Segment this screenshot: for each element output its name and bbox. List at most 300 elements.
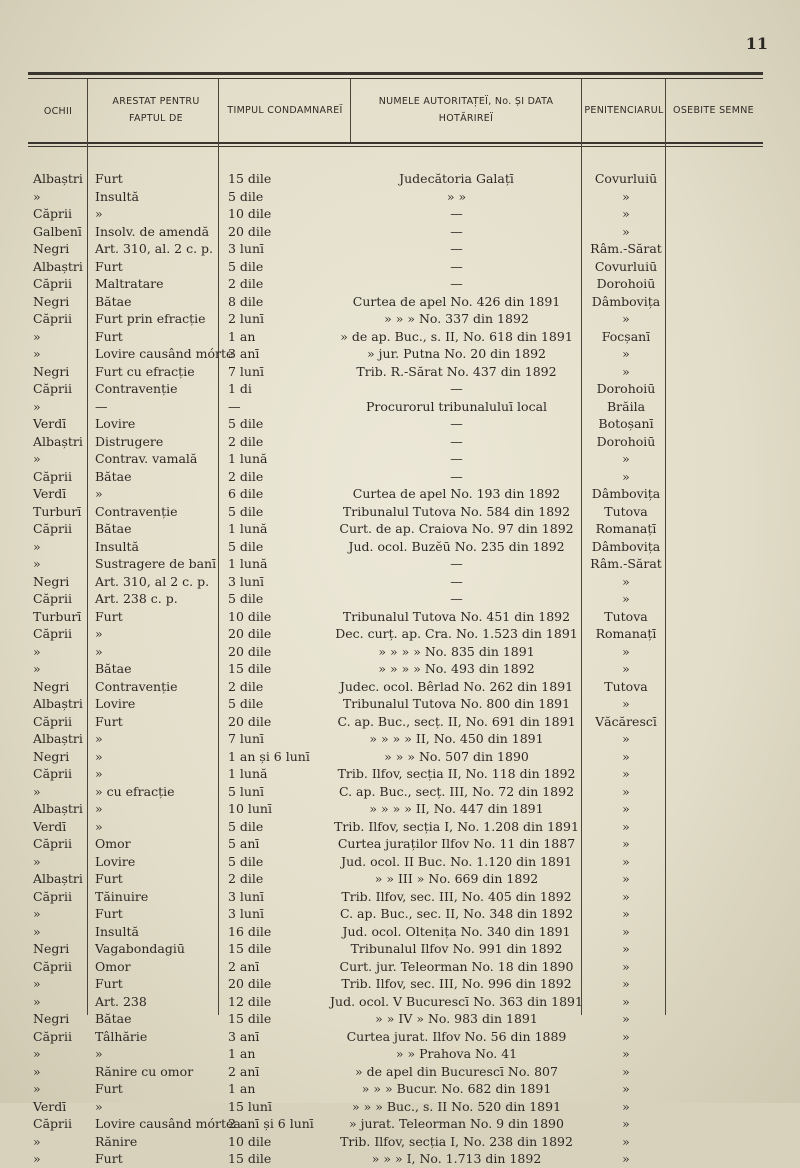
header-ochii: OCHII <box>43 106 73 117</box>
cell-timpul: 10 lunī <box>228 801 272 816</box>
cell-penitenciar: » <box>622 1116 630 1131</box>
cell-autoritate: Tribunalul Tutova No. 800 din 1891 <box>342 696 571 711</box>
cell-penitenciar: » <box>622 801 630 816</box>
table-row <box>0 468 800 486</box>
cell-faptul: » <box>95 1098 103 1114</box>
cell-penitenciar: » <box>622 206 630 221</box>
cell-ochii: Negri <box>33 573 70 589</box>
cell-timpul: 5 dile <box>228 591 264 606</box>
cell-faptul: » <box>95 801 103 816</box>
cell-autoritate: — <box>450 433 463 449</box>
cell-autoritate: C. ap. Buc., secț. II, No. 691 din 1891 <box>337 713 576 729</box>
cell-autoritate: Jud. ocol. V Bucurescī No. 363 din 1891 <box>330 993 583 1009</box>
cell-autoritate: Jud. ocol. Buzĕū No. 235 din 1892 <box>348 538 565 554</box>
header-bottom-rule <box>28 142 763 144</box>
cell-penitenciar: » <box>622 573 630 589</box>
cell-ochii: Albaștri <box>33 258 83 274</box>
cell-ochii: Căprii <box>33 713 72 729</box>
column-divider <box>350 79 351 142</box>
cell-faptul: Art. 238 <box>95 993 147 1009</box>
cell-faptul: Art. 310, al 2 c. p. <box>95 573 210 589</box>
cell-faptul: Rănire cu omor <box>95 1063 194 1079</box>
table-row <box>0 415 800 433</box>
cell-autoritate: — <box>450 206 463 221</box>
table-row <box>0 433 800 451</box>
cell-faptul: Lovire <box>95 416 136 431</box>
cell-faptul: Furt <box>95 171 123 186</box>
table-row <box>0 800 800 818</box>
cell-penitenciar: Romanațī <box>595 626 657 641</box>
cell-faptul: Bătae <box>95 1011 132 1026</box>
cell-timpul: 10 dile <box>228 206 272 221</box>
cell-faptul: Vagabondagiū <box>95 941 185 956</box>
cell-penitenciar: » <box>622 1011 630 1026</box>
cell-ochii: Verdī <box>33 416 67 431</box>
cell-autoritate: » » <box>446 188 467 204</box>
cell-timpul: 3 lunī <box>228 888 265 904</box>
cell-timpul: 20 dile <box>228 713 272 729</box>
cell-penitenciar: » <box>622 1151 630 1166</box>
cell-ochii: » <box>33 346 41 361</box>
cell-timpul: 15 dile <box>228 661 272 676</box>
cell-autoritate: » jurat. Teleorman No. 9 din 1890 <box>349 1116 564 1131</box>
cell-autoritate: » » » No. 507 din 1890 <box>384 748 529 764</box>
cell-penitenciar: » <box>622 993 630 1009</box>
cell-faptul: » <box>95 818 103 834</box>
cell-ochii: Negri <box>33 941 70 956</box>
table-row <box>0 660 800 678</box>
cell-ochii: Căprii <box>33 836 72 851</box>
header-numele: NUMELE AUTORITAȚEÏ, No. ȘI DATA HOTĂRIREÏ <box>378 96 554 124</box>
cell-ochii: Căprii <box>33 626 72 641</box>
cell-autoritate: Tribunalul Ilfov No. 991 din 1892 <box>350 941 563 956</box>
cell-autoritate: » » IV » No. 983 din 1891 <box>375 1011 538 1026</box>
cell-ochii: » <box>33 661 41 676</box>
table-row <box>0 328 800 346</box>
cell-timpul: — <box>228 398 241 414</box>
cell-faptul: Lovire causând mórtea <box>95 1116 241 1131</box>
cell-penitenciar: » <box>622 1133 630 1149</box>
cell-ochii: Negri <box>33 293 70 309</box>
cell-timpul: 1 lună <box>228 766 268 781</box>
cell-autoritate: » » » » No. 835 din 1891 <box>378 643 535 659</box>
cell-timpul: 2 anī <box>228 1063 260 1079</box>
cell-timpul: 1 lună <box>228 521 268 536</box>
cell-ochii: Negri <box>33 1011 70 1026</box>
cell-penitenciar: » <box>622 923 630 939</box>
cell-autoritate: Curt. de ap. Craiova No. 97 din 1892 <box>339 521 574 536</box>
table-row <box>0 765 800 783</box>
cell-ochii: » <box>33 643 41 659</box>
cell-penitenciar: » <box>622 1028 630 1044</box>
cell-autoritate: Tribunalul Tutova No. 584 din 1892 <box>342 503 571 519</box>
cell-ochii: » <box>33 1046 41 1061</box>
header-penitenciarul: PENITENCIARUL <box>584 105 664 116</box>
cell-ochii: Căprii <box>33 276 72 291</box>
table-row <box>0 275 800 293</box>
cell-penitenciar: » <box>622 941 630 956</box>
table-row <box>0 573 800 591</box>
cell-penitenciar: » <box>622 731 630 746</box>
cell-faptul: Furt <box>95 1151 123 1166</box>
cell-ochii: Verdī <box>33 486 67 501</box>
cell-timpul: 8 dile <box>228 293 264 309</box>
cell-autoritate: Dec. curț. ap. Cra. No. 1.523 din 1891 <box>335 626 578 641</box>
table-row <box>0 975 800 993</box>
cell-timpul: 1 an <box>228 1046 256 1061</box>
table-row <box>0 870 800 888</box>
cell-ochii: Căprii <box>33 591 72 606</box>
table-row <box>0 555 800 573</box>
cell-timpul: 10 dile <box>228 1133 272 1149</box>
cell-timpul: 2 anī <box>228 958 260 974</box>
table-row <box>0 958 800 976</box>
cell-penitenciar: Râm.-Sărat <box>590 556 662 571</box>
cell-timpul: 5 dile <box>228 258 264 274</box>
cell-penitenciar: Dorohoiū <box>596 433 656 449</box>
cell-faptul: Contravenție <box>95 381 178 396</box>
cell-faptul: Furt prin efracție <box>95 311 206 326</box>
cell-timpul: 20 dile <box>228 626 272 641</box>
cell-penitenciar: » <box>622 1046 630 1061</box>
table-row <box>0 503 800 521</box>
cell-penitenciar: » <box>622 853 630 869</box>
cell-autoritate: Jud. ocol. Oltenița No. 340 din 1891 <box>342 923 571 939</box>
cell-timpul: 5 dile <box>228 503 264 519</box>
cell-ochii: » <box>33 451 41 466</box>
table-row <box>0 590 800 608</box>
cell-penitenciar: » <box>622 748 630 764</box>
cell-faptul: » <box>95 748 103 764</box>
cell-timpul: 5 dile <box>228 538 264 554</box>
cell-faptul: Bătae <box>95 468 132 484</box>
cell-penitenciar: » <box>622 1098 630 1114</box>
cell-faptul: Furt <box>95 608 123 624</box>
cell-timpul: 5 dile <box>228 853 264 869</box>
cell-penitenciar: Brăila <box>606 398 646 414</box>
cell-timpul: 20 dile <box>228 643 272 659</box>
cell-timpul: 15 lunī <box>228 1098 272 1114</box>
cell-ochii: Căprii <box>33 888 72 904</box>
cell-ochii: Albaștri <box>33 801 83 816</box>
cell-ochii: Albaștri <box>33 731 83 746</box>
cell-autoritate: — <box>450 416 463 431</box>
table-row <box>0 450 800 468</box>
table-row <box>0 993 800 1011</box>
table-row <box>0 748 800 766</box>
cell-penitenciar: » <box>622 783 630 799</box>
table-row <box>0 363 800 381</box>
cell-timpul: 7 lunī <box>228 363 265 379</box>
cell-autoritate: » » Prahova No. 41 <box>395 1046 518 1061</box>
cell-penitenciar: » <box>622 818 630 834</box>
cell-ochii: Albaștri <box>33 696 83 711</box>
cell-ochii: Turburī <box>33 608 82 624</box>
cell-timpul: 2 dile <box>228 276 264 291</box>
top-rule <box>28 72 763 75</box>
cell-penitenciar: Dorohoiū <box>596 276 656 291</box>
table-row <box>0 380 800 398</box>
table-row <box>0 905 800 923</box>
table-row <box>0 1010 800 1028</box>
cell-faptul: Furt cu efracție <box>95 363 195 379</box>
cell-penitenciar: Tutova <box>604 608 648 624</box>
header-timpul: TIMPUL CONDAMNAREÏ <box>227 105 343 116</box>
cell-timpul: 5 dile <box>228 416 264 431</box>
cell-ochii: » <box>33 556 41 571</box>
cell-timpul: 1 lună <box>228 556 268 571</box>
table-row <box>0 345 800 363</box>
cell-autoritate: Judecătoria Galațī <box>399 171 514 186</box>
cell-ochii: Negri <box>33 363 70 379</box>
cell-penitenciar: Covurluiū <box>594 171 658 186</box>
table-row <box>0 783 800 801</box>
cell-timpul: 12 dile <box>228 993 272 1009</box>
cell-ochii: Căprii <box>33 958 72 974</box>
cell-timpul: 20 dile <box>228 976 272 991</box>
table-row <box>0 538 800 556</box>
cell-penitenciar: » <box>622 363 630 379</box>
cell-faptul: » cu efracție <box>95 783 175 799</box>
cell-ochii: Albaștri <box>33 871 83 886</box>
cell-penitenciar: » <box>622 836 630 851</box>
cell-autoritate: » » » » II, No. 450 din 1891 <box>369 731 544 746</box>
cell-autoritate: » » III » No. 669 din 1892 <box>374 871 539 886</box>
ledger-rows <box>0 170 800 1168</box>
cell-timpul: 1 an <box>228 1081 256 1096</box>
cell-ochii: Căprii <box>33 521 72 536</box>
cell-faptul: » <box>95 1046 103 1061</box>
cell-timpul: 2 dile <box>228 871 264 886</box>
table-row <box>0 1098 800 1116</box>
cell-timpul: 15 dile <box>228 941 272 956</box>
table-row <box>0 223 800 241</box>
cell-ochii: Negri <box>33 748 70 764</box>
cell-faptul: » <box>95 643 103 659</box>
table-row <box>0 608 800 626</box>
cell-penitenciar: » <box>622 643 630 659</box>
cell-ochii: Albaștri <box>33 171 83 186</box>
cell-ochii: » <box>33 783 41 799</box>
cell-autoritate: » » » » II, No. 447 din 1891 <box>369 801 544 816</box>
cell-faptul: Insolv. de amendă <box>95 223 210 239</box>
cell-timpul: 15 dile <box>228 171 272 186</box>
cell-ochii: » <box>33 538 41 554</box>
table-row <box>0 818 800 836</box>
table-row <box>0 940 800 958</box>
cell-ochii: Căprii <box>33 1028 72 1044</box>
cell-ochii: Căprii <box>33 381 72 396</box>
cell-autoritate: Curtea de apel No. 193 din 1892 <box>352 486 561 501</box>
cell-faptul: Furt <box>95 871 123 886</box>
cell-faptul: Omor <box>95 836 131 851</box>
cell-ochii: » <box>33 398 41 414</box>
cell-ochii: » <box>33 923 41 939</box>
table-row <box>0 695 800 713</box>
table-row <box>0 1028 800 1046</box>
cell-autoritate: Procurorul tribunaluluī local <box>365 398 548 414</box>
cell-ochii: Căprii <box>33 311 72 326</box>
cell-ochii: » <box>33 328 41 344</box>
cell-penitenciar: Râm.-Sărat <box>590 241 662 256</box>
cell-faptul: Contravenție <box>95 503 178 519</box>
table-row <box>0 205 800 223</box>
cell-timpul: 2 anī și 6 lunī <box>228 1116 314 1131</box>
cell-faptul: Furt <box>95 1081 123 1096</box>
cell-faptul: » <box>95 626 103 641</box>
cell-ochii: Căprii <box>33 766 72 781</box>
table-row <box>0 170 800 188</box>
table-row <box>0 1045 800 1063</box>
table-row <box>0 310 800 328</box>
cell-faptul: Bătae <box>95 521 132 536</box>
cell-faptul: Lovire <box>95 853 136 869</box>
cell-penitenciar: » <box>622 1081 630 1096</box>
cell-faptul: Art. 238 c. p. <box>95 591 178 606</box>
cell-timpul: 5 dile <box>228 696 264 711</box>
table-row <box>0 1115 800 1133</box>
cell-timpul: 15 dile <box>228 1011 272 1026</box>
cell-faptul: » <box>95 206 103 221</box>
cell-timpul: 15 dile <box>228 1151 272 1166</box>
cell-timpul: 2 dile <box>228 433 264 449</box>
table-row <box>0 520 800 538</box>
cell-timpul: 2 dile <box>228 678 264 694</box>
cell-faptul: Bătae <box>95 661 132 676</box>
cell-penitenciar: » <box>622 468 630 484</box>
cell-faptul: Insultă <box>95 923 139 939</box>
cell-faptul: Sustragere de banī <box>95 556 217 571</box>
cell-timpul: 3 lunī <box>228 573 265 589</box>
cell-penitenciar: » <box>622 976 630 991</box>
table-row <box>0 923 800 941</box>
cell-autoritate: Curtea jurat. Ilfov No. 56 din 1889 <box>346 1028 567 1044</box>
cell-faptul: Lovire <box>95 696 136 711</box>
cell-faptul: Art. 310, al. 2 c. p. <box>95 241 214 256</box>
cell-timpul: 2 lunī <box>228 311 265 326</box>
cell-penitenciar: Focșanī <box>601 328 651 344</box>
cell-timpul: 3 lunī <box>228 241 265 256</box>
cell-penitenciar: » <box>622 888 630 904</box>
cell-autoritate: Trib. R.-Sărat No. 437 din 1892 <box>356 363 557 379</box>
cell-penitenciar: » <box>622 661 630 676</box>
cell-timpul: 3 anī <box>228 346 260 361</box>
cell-autoritate: Judec. ocol. Bêrlad No. 262 din 1891 <box>339 678 574 694</box>
cell-penitenciar: Tutova <box>604 503 648 519</box>
table-row <box>0 1063 800 1081</box>
cell-penitenciar: Dorohoiū <box>596 381 656 396</box>
cell-penitenciar: Dâmbovița <box>591 293 661 309</box>
cell-faptul: Distrugere <box>95 433 164 449</box>
cell-faptul: » <box>95 731 103 746</box>
cell-autoritate: — <box>450 276 463 291</box>
cell-autoritate: Curt. jur. Teleorman No. 18 din 1890 <box>339 958 574 974</box>
cell-faptul: Rănire <box>95 1133 138 1149</box>
cell-autoritate: » » » No. 337 din 1892 <box>384 311 529 326</box>
table-row <box>0 258 800 276</box>
cell-penitenciar: Tutova <box>604 678 648 694</box>
cell-autoritate: — <box>450 381 463 396</box>
cell-ochii: » <box>33 188 41 204</box>
cell-timpul: 6 dile <box>228 486 264 501</box>
cell-penitenciar: » <box>622 906 630 921</box>
cell-autoritate: — <box>450 591 463 606</box>
cell-autoritate: » jur. Putna No. 20 din 1892 <box>367 346 546 361</box>
cell-ochii: » <box>33 976 41 991</box>
cell-penitenciar: » <box>622 1063 630 1079</box>
cell-faptul: Tâlhărie <box>95 1028 148 1044</box>
cell-autoritate: » » » » No. 493 din 1892 <box>378 661 535 676</box>
cell-timpul: 1 lună <box>228 451 268 466</box>
cell-autoritate: — <box>450 451 463 466</box>
table-row <box>0 678 800 696</box>
cell-ochii: » <box>33 906 41 921</box>
cell-ochii: Verdī <box>33 1098 67 1114</box>
cell-ochii: » <box>33 993 41 1009</box>
cell-penitenciar: » <box>622 871 630 886</box>
cell-timpul: 5 anī <box>228 836 260 851</box>
cell-autoritate: Trib. Ilfov, sec. III, No. 405 din 1892 <box>341 888 572 904</box>
cell-autoritate: » de ap. Buc., s. II, No. 618 din 1891 <box>340 328 573 344</box>
cell-autoritate: Jud. ocol. II Buc. No. 1.120 din 1891 <box>341 853 572 869</box>
cell-faptul: Tăinuire <box>95 888 149 904</box>
cell-penitenciar: Dâmbovița <box>591 538 661 554</box>
top-rule-thin <box>28 78 763 79</box>
cell-ochii: Albaștri <box>33 433 83 449</box>
cell-timpul: 1 di <box>228 381 252 396</box>
cell-autoritate: C. ap. Buc., secț. III, No. 72 din 1892 <box>338 783 575 799</box>
cell-timpul: 1 an <box>228 328 256 344</box>
cell-faptul: Insultă <box>95 188 139 204</box>
cell-autoritate: — <box>450 241 463 256</box>
table-row <box>0 293 800 311</box>
header-arestat: ARESTAT PENTRU FAPTUL DE <box>112 96 200 124</box>
cell-ochii: Negri <box>33 678 70 694</box>
cell-autoritate: Trib. Ilfov, secția I, No. 1.208 din 1891 <box>334 818 579 834</box>
cell-timpul: 16 dile <box>228 923 272 939</box>
cell-ochii: Căprii <box>33 206 72 221</box>
cell-autoritate: » » » Bucur. No. 682 din 1891 <box>361 1081 552 1096</box>
cell-ochii: » <box>33 1063 41 1079</box>
table-row <box>0 188 800 206</box>
table-row <box>0 713 800 731</box>
table-row <box>0 643 800 661</box>
cell-autoritate: Curtea juraților Ilfov No. 11 din 1887 <box>337 836 576 851</box>
table-row <box>0 1080 800 1098</box>
cell-penitenciar: » <box>622 311 630 326</box>
table-row <box>0 625 800 643</box>
cell-timpul: 5 dile <box>228 188 264 204</box>
cell-faptul: Furt <box>95 328 123 344</box>
cell-autoritate: — <box>450 258 463 274</box>
cell-ochii: » <box>33 853 41 869</box>
header-semne: OSEBITE SEMNE <box>673 105 754 116</box>
cell-ochii: Negri <box>33 241 70 256</box>
table-row <box>0 398 800 416</box>
cell-penitenciar: » <box>622 451 630 466</box>
cell-timpul: 2 dile <box>228 468 264 484</box>
cell-autoritate: » » » Buc., s. II No. 520 din 1891 <box>351 1098 562 1114</box>
cell-penitenciar: » <box>622 188 630 204</box>
header-bottom-rule-thin <box>28 146 763 147</box>
cell-autoritate: Trib. Ilfov, secția II, No. 118 din 1892 <box>337 766 576 781</box>
table-row <box>0 1150 800 1168</box>
cell-faptul: Furt <box>95 713 123 729</box>
cell-ochii: Căprii <box>33 468 72 484</box>
cell-autoritate: Tribunalul Tutova No. 451 din 1892 <box>342 608 571 624</box>
cell-faptul: — <box>95 398 108 414</box>
cell-ochii: Verdī <box>33 818 67 834</box>
